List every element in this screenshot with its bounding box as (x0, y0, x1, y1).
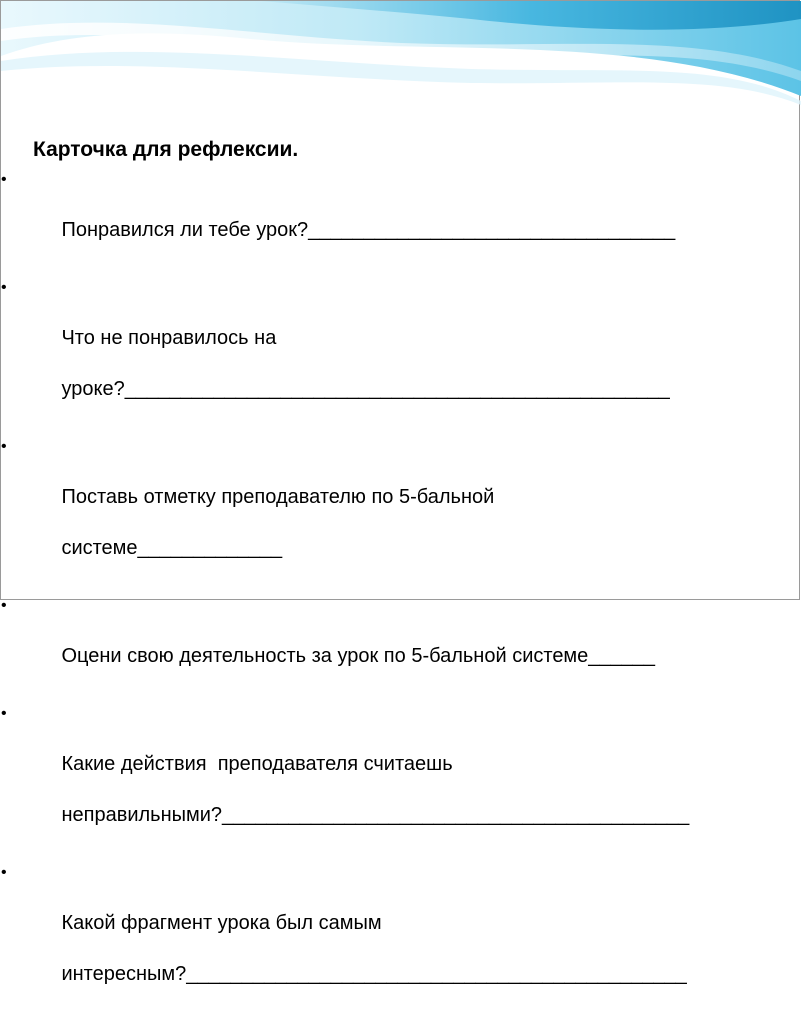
question-text: Какой фрагмент урока был самым (61, 912, 382, 934)
list-item (1, 860, 789, 1013)
card-title: Карточка для рефлексии. (33, 138, 299, 161)
bullet-icon: • (1, 438, 7, 455)
question-list (1, 167, 789, 1013)
bullet-icon: • (1, 597, 7, 614)
reflection-card (1, 137, 789, 1019)
question-text: Оцени свою деятельность за урок по 5-бальной системе______ (61, 645, 656, 667)
list-item (1, 701, 789, 854)
bullet-icon: • (1, 279, 7, 296)
list-item (1, 593, 789, 695)
question-text-continued: системе_____________ (61, 537, 283, 559)
question-text-continued: неправильными?__________________________________________ (61, 804, 690, 826)
question-text: Что не понравилось на (61, 327, 277, 349)
question-text: Понравился ли тебе урок?_________________________________ (61, 219, 676, 241)
question-text-continued: уроке?_________________________________________________ (61, 378, 670, 400)
bullet-icon: • (1, 705, 7, 722)
bullet-icon: • (1, 864, 7, 881)
question-text: Поставь отметку преподавателю по 5-бальной (61, 486, 495, 508)
bullet-icon: • (1, 171, 7, 188)
list-item (1, 275, 789, 428)
list-item (1, 167, 789, 269)
question-text: Какие действия преподавателя считаешь (61, 753, 453, 775)
question-text-continued: интересным?_____________________________________________ (61, 963, 687, 985)
list-item (1, 434, 789, 587)
header-wave-decoration (1, 1, 801, 111)
